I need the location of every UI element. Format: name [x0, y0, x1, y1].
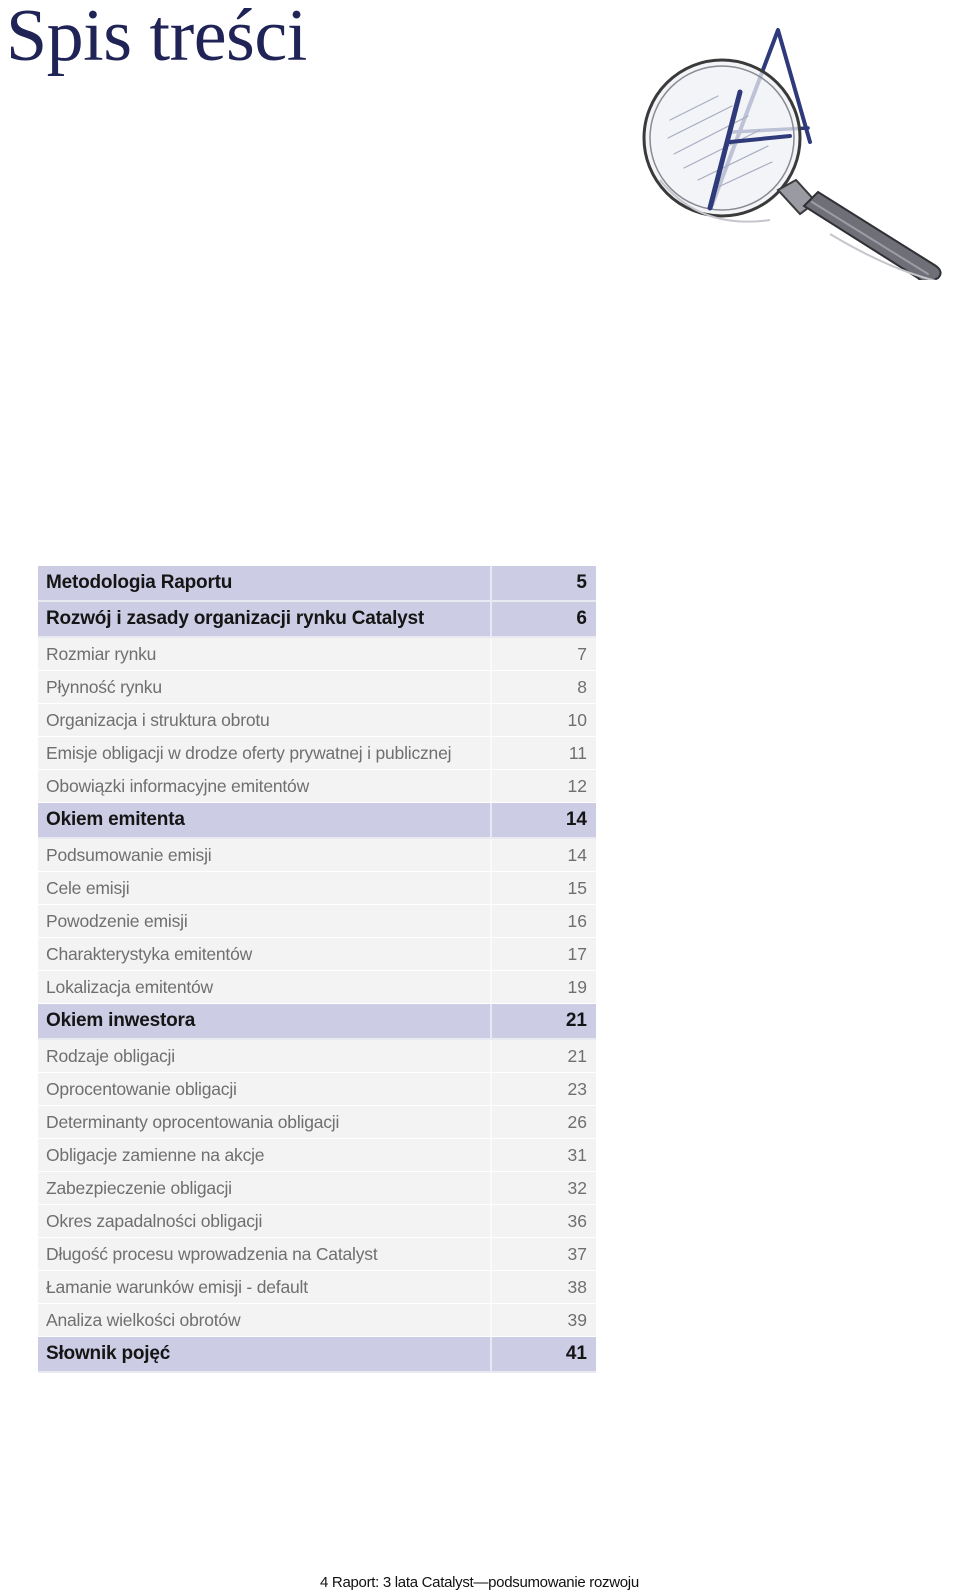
- toc-entry-title: Okres zapadalności obligacji: [46, 1210, 263, 1231]
- toc-section-row[interactable]: [38, 803, 596, 839]
- toc-section-row[interactable]: [38, 1337, 596, 1373]
- toc-page-number: 23: [567, 1078, 587, 1099]
- toc-entry-title: Długość procesu wprowadzenia na Catalyst: [46, 1243, 378, 1264]
- toc-item-row[interactable]: [38, 638, 596, 671]
- toc-item-row[interactable]: [38, 872, 596, 905]
- toc-item-row[interactable]: [38, 1040, 596, 1073]
- toc-section-row[interactable]: [38, 1004, 596, 1040]
- toc-item-row[interactable]: [38, 737, 596, 770]
- table-of-contents: [38, 566, 596, 1373]
- toc-entry-title: Analiza wielkości obrotów: [46, 1309, 241, 1330]
- toc-page-number: 10: [567, 709, 587, 730]
- toc-page-number: 36: [567, 1210, 587, 1231]
- toc-page-number: 12: [567, 775, 587, 796]
- toc-entry-title: Determinanty oprocentowania obligacji: [46, 1111, 340, 1132]
- toc-entry-title: Obligacje zamienne na akcje: [46, 1144, 265, 1165]
- toc-entry-title: Zabezpieczenie obligacji: [46, 1177, 232, 1198]
- toc-entry-title: Rodzaje obligacji: [46, 1045, 175, 1066]
- toc-entry-title: Okiem inwestora: [46, 1010, 196, 1031]
- toc-entry-title: Lokalizacja emitentów: [46, 976, 213, 997]
- toc-item-row[interactable]: [38, 1106, 596, 1139]
- toc-entry-title: Powodzenie emisji: [46, 910, 188, 931]
- toc-page-number: 39: [567, 1309, 587, 1330]
- toc-item-row[interactable]: [38, 839, 596, 872]
- toc-entry-title: Metodologia Raportu: [46, 572, 233, 593]
- toc-page-number: 6: [576, 608, 587, 629]
- toc-page-number: 15: [567, 877, 587, 898]
- toc-page-number: 32: [567, 1177, 587, 1198]
- toc-page-number: 8: [577, 676, 587, 697]
- toc-entry-title: Podsumowanie emisji: [46, 844, 212, 865]
- toc-item-row[interactable]: [38, 971, 596, 1004]
- magnifying-glass-over-letter-a-icon: [644, 30, 941, 280]
- toc-item-row[interactable]: [38, 704, 596, 737]
- toc-page-number: 16: [567, 910, 587, 931]
- toc-page-number: 14: [565, 809, 587, 830]
- toc-page-number: 14: [567, 844, 587, 865]
- toc-page-number: 41: [565, 1343, 587, 1364]
- toc-page-number: 19: [567, 976, 587, 997]
- toc-page-number: 17: [567, 943, 587, 964]
- toc-page-number: 21: [565, 1010, 587, 1031]
- toc-item-row[interactable]: [38, 1205, 596, 1238]
- toc-item-row[interactable]: [38, 1271, 596, 1304]
- toc-page-number: 21: [567, 1045, 587, 1066]
- page-footer: 4 Raport: 3 lata Catalyst—podsumowanie rozwoju: [320, 1574, 639, 1591]
- page-title: Spis treści: [6, 0, 307, 77]
- toc-item-row[interactable]: [38, 1139, 596, 1172]
- toc-item-row[interactable]: [38, 1073, 596, 1106]
- toc-entry-title: Obowiązki informacyjne emitentów: [46, 775, 310, 796]
- toc-page-number: 7: [577, 643, 587, 664]
- toc-item-row[interactable]: [38, 905, 596, 938]
- toc-item-row[interactable]: [38, 1304, 596, 1337]
- toc-item-row[interactable]: [38, 938, 596, 971]
- toc-entry-title: Organizacja i struktura obrotu: [46, 709, 270, 730]
- toc-item-row[interactable]: [38, 770, 596, 803]
- toc-entry-title: Płynność rynku: [46, 676, 162, 697]
- toc-item-row[interactable]: [38, 1172, 596, 1205]
- toc-entry-title: Charakterystyka emitentów: [46, 943, 253, 964]
- toc-page-number: 31: [567, 1144, 587, 1165]
- toc-item-row[interactable]: [38, 671, 596, 704]
- toc-entry-title: Łamanie warunków emisji - default: [46, 1276, 308, 1297]
- toc-section-row[interactable]: [38, 566, 596, 602]
- toc-entry-title: Słownik pojęć: [46, 1343, 171, 1364]
- toc-entry-title: Emisje obligacji w drodze oferty prywatnej i publicznej: [46, 742, 452, 763]
- toc-entry-title: Cele emisji: [46, 877, 130, 898]
- toc-page-number: 5: [576, 572, 587, 593]
- magnifying-glass-illustration: [640, 20, 960, 280]
- toc-section-row[interactable]: [38, 602, 596, 638]
- toc-entry-title: Okiem emitenta: [46, 809, 185, 830]
- toc-page-number: 38: [567, 1276, 587, 1297]
- toc-entry-title: Oprocentowanie obligacji: [46, 1078, 237, 1099]
- toc-entry-title: Rozmiar rynku: [46, 643, 157, 664]
- toc-item-row[interactable]: [38, 1238, 596, 1271]
- toc-page-number: 26: [567, 1111, 587, 1132]
- toc-page-number: 37: [567, 1243, 587, 1264]
- toc-entry-title: Rozwój i zasady organizacji rynku Catalyst: [46, 608, 425, 629]
- toc-page-number: 11: [568, 742, 587, 763]
